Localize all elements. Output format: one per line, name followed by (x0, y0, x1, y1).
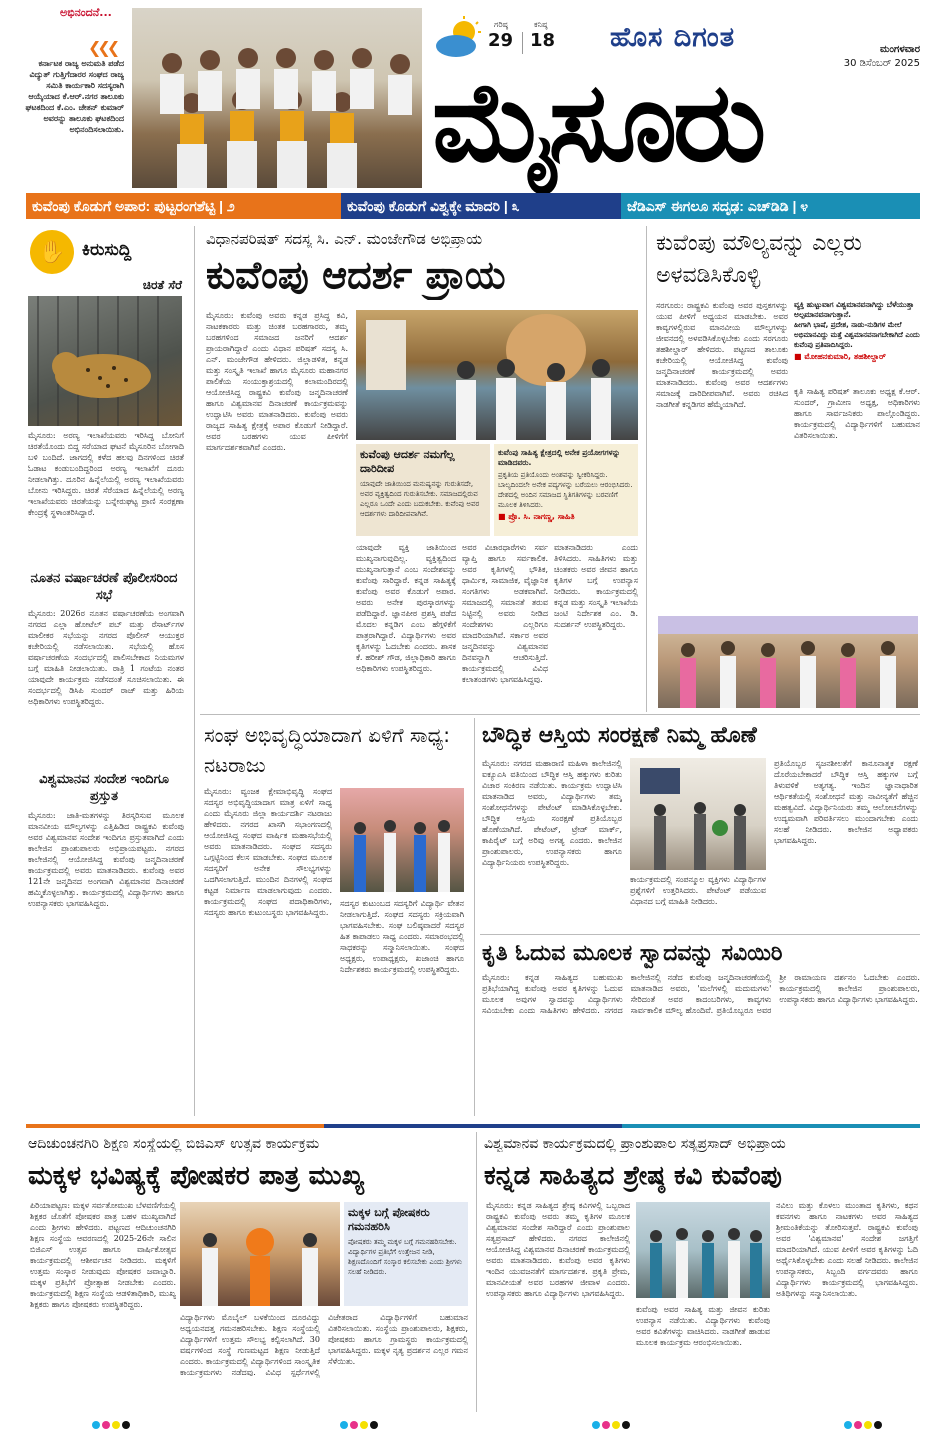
bgs-body-2: ವಿದ್ಯಾರ್ಥಿಗಳು ಮೊಬೈಲ್ ಬಳಕೆಯಿಂದ ದೂರವಿದ್ದು ಅಧ್ಯಯನದತ್ತ ಗಮನಹರಿಸಬೇಕು. ಶಿಕ್ಷಣ ಸಂಸ್ಥೆಯಲ್ಲಿ ವಿದ್ಯಾರ್ಥಿಗಳಿಗೆ ಉತ್ತಮ ಸೌಲಭ್ಯ ಕಲ್ಪಿಸಲಾಗಿದೆ. 30 ವರ್ಷಗಳಿಂದ ಸಂಸ್ಥೆ ಗುಣಮಟ್ಟದ ಶಿಕ್ಷಣ ನೀಡುತ್ತಿದೆ ಎಂದರು. ಕಾರ್ಯಕ್ರಮದಲ್ಲಿ ವಿದ್ಯಾರ್ಥಿಗಳಿಂದ ಸಾಂಸ್ಕೃತಿಕ ಕಾರ್ಯಕ್ರಮಗಳು ನಡೆದವು. ವಿವಿಧ ಸ್ಪರ್ಧೆಗಳಲ್ಲಿ ವಿಜೇತರಾದ ವಿದ್ಯಾರ್ಥಿಗಳಿಗೆ ಬಹುಮಾನ ವಿತರಿಸಲಾಯಿತು. ಸಂಸ್ಥೆಯ ಪ್ರಾಂಶುಪಾಲರು, ಶಿಕ್ಷಕರು, ಪೋಷಕರು ಹಾಗೂ ಗ್ರಾಮಸ್ಥರು ಕಾರ್ಯಕ್ರಮದಲ್ಲಿ ಭಾಗವಹಿಸಿದ್ದರು. ಮಕ್ಕಳ ನೃತ್ಯ ಪ್ರದರ್ಶನ ಎಲ್ಲರ ಗಮನ ಸೆಳೆಯಿತು. (180, 1313, 468, 1377)
lead-quote (494, 444, 638, 536)
sangha-photo (340, 788, 464, 892)
bgs-kicker: ಆದಿಚುಂಚನಗಿರಿ ಶಿಕ್ಷಣ ಸಂಸ್ಥೆಯಲ್ಲಿ ಬಿಜಿಎಸ್ ಉತ್ಸವ ಕಾರ್ಯಕ್ರಮ (28, 1136, 320, 1152)
weather-min-label: ಕನಿಷ್ಠ (534, 20, 548, 29)
weather-cloud-sun-icon (434, 16, 486, 64)
brand-logo: ಹೊಸ ದಿಗಂತ (610, 22, 736, 53)
ip-headline: ಬೌದ್ಧಿಕ ಆಸ್ತಿಯ ಸಂರಕ್ಷಣೆ ನಿಮ್ಮ ಹೊಣೆ (482, 723, 757, 748)
bgs-headline: ಮಕ್ಕಳ ಭವಿಷ್ಯಕ್ಕೆ ಪೋಷಕರ ಪಾತ್ರ ಮುಖ್ಯ (28, 1161, 365, 1191)
greeting-label: ಅಭಿನಂದನೆ... (60, 6, 112, 19)
story-vishwamanava-headline: ವಿಶ್ವಮಾನವ ಸಂದೇಶ ಇಂದಿಗೂ ಪ್ರಸ್ತುತ (39, 772, 169, 804)
sangha-headline: ಸಂಘ ಅಭಿವೃದ್ಧಿಯಾದಾಗ ಏಳಿಗೆ ಸಾಧ್ಯ: ನಟರಾಜು (204, 723, 450, 777)
ip-photo (630, 758, 766, 870)
right-story (652, 226, 920, 712)
lead-box (356, 444, 490, 536)
kavi-body: ಮೈಸೂರು: ಕನ್ನಡ ಸಾಹಿತ್ಯದ ಶ್ರೇಷ್ಠ ಕವಿಗಳಲ್ಲಿ ಒಬ್ಬರಾದ ರಾಷ್ಟ್ರಕವಿ ಕುವೆಂಪು ಅವರು ತಮ್ಮ ಕೃತಿಗಳ ಮೂಲಕ ವಿಶ್ವಮಾನವ ಸಂದೇಶ ಸಾರಿದ್ದಾರೆ ಎಂದು ಪ್ರಾಂಶುಪಾಲ ಸತ್ಯಪ್ರಸಾದ್ ಹೇಳಿದರು. ನಗರದ ಕಾಲೇಜಿನಲ್ಲಿ ಆಯೋಜಿಸಿದ್ದ ವಿಶ್ವಮಾನವ ದಿನಾಚರಣೆ ಕಾರ್ಯಕ್ರಮದಲ್ಲಿ ಅವರು ಮಾತನಾಡಿದರು. ಕುವೆಂಪು ಅವರ ಕೃತಿಗಳು ಇಂದಿನ ಯುವಜನತೆಗೆ ಮಾರ್ಗದರ್ಶಕ. ಪ್ರಕೃತಿ ಪ್ರೇಮ, ಮಾನವೀಯತೆ ಅವರ ಬರಹಗಳ ಜೀವಾಳ ಎಂದರು. ಉಪನ್ಯಾಸಕರು ಹಾಗೂ ವಿದ್ಯಾರ್ಥಿಗಳು ಭಾಗವಹಿಸಿದ್ದರು. (486, 1201, 630, 1298)
index-item-2[interactable]: ಕುವೆಂಪು ಕೊಡುಗೆ ವಿಶ್ವಕ್ಕೇ ಮಾದರಿ | ೩ (341, 193, 621, 219)
greeting-caption: ಕರ್ನಾಟಕ ರಾಜ್ಯ ಅನುಮತಿ ಪಡೆದ ವಿದ್ಯುತ್ ಗುತ್ತಿಗೆದಾರರ ಸಂಘದ ರಾಜ್ಯ ಸಮಿತಿ ಕಾರ್ಯಕಾರಿ ಸದಸ್ಯರಾಗಿ ಆಯ್ಕೆಯಾದ ಕೆ.ಆರ್.ನಗರ ತಾಲೂಕು ಘಟಕದಿಂದ ಕೆ.ಎಂ. ಚೇತನ್ ಕುಮಾರ್ ಅವರನ್ನು ತಾಲೂಕು ಘಟಕದಿಂದ ಅಭಿನಂದಿಸಲಾಯಿತು. (25, 59, 124, 134)
right-body-2: ಕೃತಿ ಸಾಹಿತ್ಯ ಪರಿಷತ್ ತಾಲೂಕು ಅಧ್ಯಕ್ಷ ಕೆ.ಆರ್. ಸುಂದರ್, ಗ್ರಾಮೀಣ ಅಧ್ಯಕ್ಷ, ಅಧಿಕಾರಿಗಳು ಹಾಗೂ ಸಾರ್ವಜನಿಕರು ಪಾಲ್ಗೊಂಡಿದ್ದರು. ಕಾರ್ಯಕ್ರಮದಲ್ಲಿ ವಿದ್ಯಾರ್ಥಿಗಳಿಗೆ ಬಹುಮಾನ ವಿತರಿಸಲಾಯಿತು. (794, 387, 920, 440)
sangha-body-2: ಸದಸ್ಯರ ಕುಟುಂಬದ ಸದಸ್ಯರಿಗೆ ವಿದ್ಯಾರ್ಥಿ ವೇತನ ನೀಡಲಾಗುತ್ತಿದೆ. ಸಂಘದ ಸದಸ್ಯರು ಸಕ್ರಿಯವಾಗಿ ಭಾಗವಹಿಸಬೇಕು. ಸಂಘ ಬಲಿಷ್ಠವಾದರೆ ಸದಸ್ಯರ ಹಿತ ಕಾಪಾಡಲು ಸಾಧ್ಯ ಎಂದರು. ಸಮಾರಂಭದಲ್ಲಿ ಸಾಧಕರನ್ನು ಸನ್ಮಾನಿಸಲಾಯಿತು. ಸಂಘದ ಅಧ್ಯಕ್ಷರು, ಉಪಾಧ್ಯಕ್ಷರು, ಖಜಾಂಚಿ ಹಾಗೂ ನಿರ್ದೇಶಕರು ಕಾರ್ಯಕ್ರಮದಲ್ಲಿ ಉಪಸ್ಥಿತರಿದ್ದರು. (340, 899, 464, 974)
index-bar (26, 193, 920, 219)
kavi-kicker: ವಿಶ್ವಮಾನವ ಕಾರ್ಯಕ್ರಮದಲ್ಲಿ ಪ್ರಾಂಶುಪಾಲ ಸತ್ಯಪ್ರಸಾದ್ ಅಭಿಪ್ರಾಯ (484, 1136, 786, 1152)
bgs-box-body: ಪೋಷಕರು ತಮ್ಮ ಮಕ್ಕಳ ಬಗ್ಗೆ ಗಮನಹರಿಸಬೇಕು. ವಿದ್ಯಾರ್ಥಿಗಳ ಪ್ರತಿಭೆಗೆ ಉತ್ತೇಜನ ನೀಡಿ, ಶಿಕ್ಷಣದೊಂದಿಗೆ ಸಂಸ್ಕಾರ ಕಲಿಸಬೇಕು ಎಂದು ಶ್ರೀಗಳು ಸಲಹೆ ನೀಡಿದರು. (348, 1238, 462, 1276)
right-body: ಸರಗೂರು: ರಾಷ್ಟ್ರಕವಿ ಕುವೆಂಪು ಅವರ ಪುಸ್ತಕಗಳನ್ನು ಯುವ ಪೀಳಿಗೆ ಅಧ್ಯಯನ ಮಾಡಬೇಕು. ಅವರ ಕಾವ್ಯಗಳಲ್ಲಿರುವ ಮಾನವೀಯ ಮೌಲ್ಯಗಳನ್ನು ಜೀವನದಲ್ಲಿ ಅಳವಡಿಸಿಕೊಳ್ಳಬೇಕು ಎಂದು ಸರಗೂರು ತಹಶೀಲ್ದಾರ್ ಹೇಳಿದರು. ಪಟ್ಟಣದ ತಾಲೂಕು ಕಚೇರಿಯಲ್ಲಿ ಆಯೋಜಿಸಿದ್ದ ಕುವೆಂಪು ಜನ್ಮದಿನಾಚರಣೆ ಕಾರ್ಯಕ್ರಮದಲ್ಲಿ ಅವರು ಮಾತನಾಡಿದರು. ಕುವೆಂಪು ಅವರ ಆದರ್ಶಗಳು ಸಮಾಜಕ್ಕೆ ದಾರಿದೀಪವಾಗಿವೆ. ಅವರು ರಚಿಸಿದ ನಾಡಗೀತೆ ಕನ್ನಡಿಗರ ಹೆಮ್ಮೆಯಾಗಿದೆ. (656, 301, 788, 409)
bgs-box (344, 1202, 468, 1306)
sangha-story (200, 718, 468, 1116)
lead-kicker: ವಿಧಾನಪರಿಷತ್ ಸದಸ್ಯ ಸಿ. ಎನ್. ಮಂಜೇಗೌಡ ಅಭಿಪ್ರಾಯ (206, 230, 483, 248)
kruti-body: ಮೈಸೂರು: ಕನ್ನಡ ಸಾಹಿತ್ಯದ ಬಹುಮುಖ ಪ್ರತಿಭೆಯಾಗಿದ್ದ ಕುವೆಂಪು ಅವರ ಕೃತಿಗಳನ್ನು ಓದುವ ಮೂಲಕ ಅವುಗಳ ಸ್ವಾದವನ್ನು ವಿದ್ಯಾರ್ಥಿಗಳು ಸವಿಯಬೇಕು ಎಂದು ಸಾಹಿತಿಗಳು ಹೇಳಿದರು. ನಗರದ ಕಾಲೇಜಿನಲ್ಲಿ ನಡೆದ ಕುವೆಂಪು ಜನ್ಮದಿನಾಚರಣೆಯಲ್ಲಿ ಮಾತನಾಡಿದ ಅವರು, 'ಮಲೆಗಳಲ್ಲಿ ಮದುಮಗಳು' ಸೇರಿದಂತೆ ಅವರ ಕಾದಂಬರಿಗಳು, ಕಾವ್ಯಗಳು ಸಾರ್ವಕಾಲಿಕ ಮೌಲ್ಯ ಹೊಂದಿವೆ. ಪ್ರತಿಯೊಬ್ಬರೂ ಅವರ ಶ್ರೀ ರಾಮಾಯಣ ದರ್ಶನಂ ಓದಬೇಕು ಎಂದರು. ಕಾರ್ಯಕ್ರಮದಲ್ಲಿ ಕಾಲೇಜಿನ ಪ್ರಾಂಶುಪಾಲರು, ಉಪನ್ಯಾಸಕರು ಹಾಗೂ ವಿದ್ಯಾರ್ಥಿಗಳು ಭಾಗವಹಿಸಿದ್ದರು. (482, 973, 920, 1015)
ip-story (480, 718, 920, 932)
registration-marks (92, 1414, 132, 1433)
bgs-box-title: ಮಕ್ಕಳ ಬಗ್ಗೆ ಪೋಷಕರು ಗಮನಹರಿಸಿ (348, 1206, 430, 1233)
ip-body-2: ಕಾರ್ಯಕ್ರಮದಲ್ಲಿ ಸಂಪನ್ಮೂಲ ವ್ಯಕ್ತಿಗಳು ವಿದ್ಯಾರ್ಥಿಗಳ ಪ್ರಶ್ನೆಗಳಿಗೆ ಉತ್ತರಿಸಿದರು. ಪೇಟೆಂಟ್ ಪಡೆಯುವ ವಿಧಾನದ ಬಗ್ಗೆ ಮಾಹಿತಿ ನೀಡಿದರು. (630, 875, 766, 906)
lead-quote-title: ಕುವೆಂಪು ಸಾಹಿತ್ಯ ಕ್ಷೇತ್ರದಲ್ಲಿ ಅನೇಕ ಪ್ರಯೋಗಗಳನ್ನು ಮಾಡಿದವರು. (498, 448, 621, 467)
kavi-body-3: ನವಿಲು ಮತ್ತು ಕೊಳಲು ಮುಂತಾದ ಕೃತಿಗಳು, ಕಥನ ಕವನಗಳು ಹಾಗೂ ನಾಟಕಗಳು ಅವರ ಸಾಹಿತ್ಯದ ಶ್ರೀಮಂತಿಕೆಯನ್ನು ತೋರಿಸುತ್ತವೆ. ರಾಷ್ಟ್ರಕವಿ ಕುವೆಂಪು ಅವರ 'ವಿಶ್ವಮಾನವ' ಸಂದೇಶ ಜಗತ್ತಿಗೆ ಮಾದರಿಯಾಗಿದೆ. ಯುವ ಪೀಳಿಗೆ ಅವರ ಕೃತಿಗಳನ್ನು ಓದಿ ಅರ್ಥೈಸಿಕೊಳ್ಳಬೇಕು ಎಂದು ಸಲಹೆ ನೀಡಿದರು. ಕಾಲೇಜಿನ ಉಪನ್ಯಾಸಕರು, ಸಿಬ್ಬಂದಿ ವರ್ಗದವರು ಹಾಗೂ ವಿದ್ಯಾರ್ಥಿಗಳು ಕಾರ್ಯಕ್ರಮದಲ್ಲಿ ಭಾಗವಹಿಸಿದ್ದರು. ಅತಿಥಿಗಳನ್ನು ಸನ್ಮಾನಿಸಲಾಯಿತು. (776, 1201, 918, 1298)
lead-box-title: ಕುವೆಂಪು ಆದರ್ಶ ನಮಗೆಲ್ಲ ದಾರಿದೀಪ (360, 448, 455, 475)
kiru-icon: ✋ (30, 230, 74, 274)
lead-col-4: ಮಾತನಾಡಿದರು ಎಂದು ತಿಳಿಸಿದರು. ಸಾಹಿತಿಗಳು ಮತ್ತು ಚಿಂತಕರು ಅವರ ಜೀವನ ಹಾಗೂ ಕೃತಿಗಳ ಬಗ್ಗೆ ಉಪನ್ಯಾಸ ನೀಡಿದರು. ಕಾರ್ಯಕ್ರಮದಲ್ಲಿ ಕನ್ನಡ ಮತ್ತು ಸಂಸ್ಕೃತಿ ಇಲಾಖೆಯ ಜಂಟಿ ನಿರ್ದೇಶಕ ಎಂ. ಡಿ. ಸುದರ್ಶನ್ ಉಪಸ್ಥಿತರಿದ್ದರು. (554, 543, 638, 629)
right-quote-body: ಹೀಗಾಗಿ ಭಾಷೆ, ಪ್ರದೇಶ, ನಾಡು-ನುಡಿಗಳ ಮೇಲೆ ಅಭಿಮಾನವಿದ್ದು ಮತ್ತೆ ವಿಶ್ವಮಾನವನಾಗಬೇಕಾಗಿದೆ ಎಂದು ಕುವೆಂಪು ಪ್ರತಿಪಾದಿಸಿದ್ದರು. (794, 321, 920, 349)
ip-body-3: ಪ್ರತಿಯೊಬ್ಬರ ಸೃಜನಶೀಲತೆಗೆ ಕಾನೂನಾತ್ಮಕ ರಕ್ಷಣೆ ದೊರೆಯಬೇಕಾದರೆ ಬೌದ್ಧಿಕ ಆಸ್ತಿ ಹಕ್ಕುಗಳ ಬಗ್ಗೆ ತಿಳುವಳಿಕೆ ಅತ್ಯಗತ್ಯ. ಇಂದಿನ ಜ್ಞಾನಾಧಾರಿತ ಆರ್ಥಿಕತೆಯಲ್ಲಿ ಸಂಶೋಧನೆ ಮತ್ತು ನಾವೀನ್ಯತೆಗೆ ಹೆಚ್ಚಿನ ಮಹತ್ವವಿದೆ. ವಿದ್ಯಾರ್ಥಿನಿಯರು ತಮ್ಮ ಆಲೋಚನೆಗಳನ್ನು ಉದ್ಯಮವಾಗಿ ಪರಿವರ್ತಿಸಲು ಮುಂದಾಗಬೇಕು ಎಂದು ಸಲಹೆ ನೀಡಿದರು. ಕಾಲೇಜಿನ ಅಧ್ಯಾಪಕರು ಭಾಗವಹಿಸಿದ್ದರು. (774, 759, 918, 845)
kiru-title: ಕಿರುಸುದ್ದಿ (82, 240, 132, 260)
edition-title: ಮೈಸೂರು (432, 58, 763, 186)
lead-story (200, 226, 640, 712)
weather-max-value: 29 (488, 30, 514, 51)
right-headline: ಕುವೆಂಪು ಮೌಲ್ಯವನ್ನು ಎಲ್ಲರು ಅಳವಡಿಸಿಕೊಳ್ಳಿ (656, 231, 862, 288)
lead-quote-body: ಪ್ರಕೃತಿಯ ಪ್ರತಿಯೊಂದು ಅಂಶವನ್ನು ಸ್ವೀಕರಿಸಿದ್ದರು. ಬಾಲ್ಯದಿಂದಲೇ ಅನೇಕ ಪದ್ಯಗಳನ್ನು ಬರೆಯಲು ಆರಂಭಿಸಿದರು. ದೇಶದಲ್ಲಿ ಅಂದಿನ ಸಮಾಜದ ಸ್ಥಿತಿಗತಿಗಳನ್ನು ಬರವಣಿಗೆ ಮೂಲಕ ತಿಳಿಸಿದರು. (498, 471, 633, 509)
kavi-photo (636, 1202, 770, 1298)
date-label: 30 ಡಿಸೆಂಬರ್ 2025 (843, 58, 920, 69)
weather-min-value: 18 (530, 30, 556, 51)
chevrons-icon: ❮❮❮ (88, 38, 117, 57)
story-newyear-headline: ನೂತನ ವರ್ಷಾಚರಣೆ ಪೊಲೀಸರಿಂದ ಸಭೆ (30, 571, 178, 603)
lead-headline: ಕುವೆಂಪು ಆದರ್ಶ ಪ್ರಾಯ (206, 253, 506, 297)
lead-col-3: ಅವರ ವಿಚಾರಧಾರೆಗಳು ಸರ್ವ ವ್ಯಾಪ್ತಿ ಹಾಗೂ ಸರ್ವಕಾಲಿಕ. ಅವರ ಕೃತಿಗಳಲ್ಲಿ ಭೌತಿಕ, ಧಾರ್ಮಿಕ, ಸಾಮಾಜಿಕ, ವೈಜ್ಞಾನಿಕ ಸಂಗತಿಗಳು ಅಡಕವಾಗಿವೆ. ಸಮಾಜದಲ್ಲಿ ಸಮಾನತೆ ತರುವ ನಿಟ್ಟಿನಲ್ಲಿ ಅವರು ನೀಡಿದ ಸಂದೇಶಗಳು ಎಲ್ಲರಿಗೂ ಮಾದರಿಯಾಗಿವೆ. ಸರ್ಕಾರ ಅವರ ಜನ್ಮದಿನವನ್ನು ವಿಶ್ವಮಾನವ ದಿನವನ್ನಾಗಿ ಆಚರಿಸುತ್ತಿದೆ. ಕಾರ್ಯಕ್ರಮದಲ್ಲಿ ವಿವಿಧ ಕಲಾತಂಡಗಳು ಭಾಗವಹಿಸಿದ್ದವು. (462, 543, 548, 684)
sidebar (26, 226, 186, 1116)
sangha-body-1: ಮೈಸೂರು: ವ್ಯಂಜಕ ಕ್ಷೇಮಾಭಿವೃದ್ಧಿ ಸಂಘದ ಸದಸ್ಯರ ಅಭಿವೃದ್ಧಿಯಾದಾಗ ಮಾತ್ರ ಏಳಿಗೆ ಸಾಧ್ಯ ಎಂದು ಮೈಸೂರು ಜಿಲ್ಲಾ ಕಾರ್ಯದರ್ಶಿ ನಟರಾಜು ಹೇಳಿದರು. ನಗರದ ಖಾಸಗಿ ಸಭಾಂಗಣದಲ್ಲಿ ಆಯೋಜಿಸಿದ್ದ ಸಂಘದ ವಾರ್ಷಿಕ ಮಹಾಸಭೆಯಲ್ಲಿ ಅವರು ಮಾತನಾಡಿದರು. ಸಂಘದ ಸದಸ್ಯರು ಒಗ್ಗಟ್ಟಿನಿಂದ ಕೆಲಸ ಮಾಡಬೇಕು. ಸಂಘದ ಮೂಲಕ ಸದಸ್ಯರಿಗೆ ಅನೇಕ ಸೌಲಭ್ಯಗಳನ್ನು ಒದಗಿಸಲಾಗುತ್ತಿದೆ. ಮುಂದಿನ ದಿನಗಳಲ್ಲಿ ಸಂಘದ ಕಟ್ಟಡ ನಿರ್ಮಾಣ ಮಾಡಲಾಗುವುದು ಎಂದರು. ಕಾರ್ಯಕ್ರಮದಲ್ಲಿ ಸಂಘದ ಪದಾಧಿಕಾರಿಗಳು, ಸದಸ್ಯರು ಹಾಗೂ ಕುಟುಂಬಸ್ಥರು ಭಾಗವಹಿಸಿದ್ದರು. (204, 787, 332, 917)
index-item-1[interactable]: ಕುವೆಂಪು ಕೊಡುಗೆ ಅಪಾರ: ಪುಟ್ಟರಂಗಶೆಟ್ಟಿ | ೨ (26, 193, 341, 219)
lead-box-body: ಯಾವುದೇ ಜಾತಿಯಿಂದ ಮನುಷ್ಯನನ್ನು ಗುರುತಿಸದೇ, ಅವರ ವ್ಯಕ್ತಿತ್ವದಿಂದ ಗುರುತಿಸಬೇಕು. ಸಮಾಜದಲ್ಲಿರುವ ಎಲ್ಲರೂ ಒಂದೇ ಎಂದು ಬದುಕಬೇಕು. ಕುವೆಂಪು ಅವರ ಆದರ್ಶಗಳು ದಾರಿದೀಪವಾಗಿವೆ. (360, 480, 480, 518)
lead-col-1: ಮೈಸೂರು: ಕುವೆಂಪು ಅವರು ಕನ್ನಡ ಪ್ರಸಿದ್ಧ ಕವಿ, ನಾಟಕಕಾರರು ಮತ್ತು ಚಿಂತಕ ಬರಹಗಾರರು, ತಮ್ಮ ಬರಹಗಳಿಂದ ಸಮಾಜದ ಜನರಿಗೆ ಆದರ್ಶ ಪ್ರಾಯರಾಗಿದ್ದಾರೆ ಎಂದು ವಿಧಾನ ಪರಿಷತ್ ಸದಸ್ಯ ಸಿ. ಎನ್. ಮಂಜೇಗೌಡ ಹೇಳಿದರು. ಜಿಲ್ಲಾಡಳಿತ, ಕನ್ನಡ ಮತ್ತು ಸಂಸ್ಕೃತಿ ಇಲಾಖೆ ಹಾಗೂ ಮೈಸೂರು ಮಹಾನಗರ ಪಾಲಿಕೆಯ ಸಂಯುಕ್ತಾಶ್ರಯದಲ್ಲಿ ಕಲಾಮಂದಿರದಲ್ಲಿ ಆಯೋಜಿಸಿದ್ದ ರಾಷ್ಟ್ರಕವಿ ಕುವೆಂಪು ಜನ್ಮದಿನಾಚರಣೆ ಹಾಗೂ ವಿಶ್ವಮಾನವ ದಿನಾಚರಣೆ ಕಾರ್ಯಕ್ರಮವನ್ನು ಉದ್ಘಾಟಿಸಿ ಅವರು ಮಾತನಾಡಿದರು. ಕುವೆಂಪು ಅವರು ರಾಜ್ಯದ ಸಾಹಿತ್ಯ ಕ್ಷೇತ್ರಕ್ಕೆ ಅಪಾರ ಕೊಡುಗೆ ನೀಡಿದ್ದಾರೆ. ಅವರ ಬರಹಗಳು ಯುವ ಪೀಳಿಗೆಗೆ ಮಾರ್ಗದರ್ಶಕವಾಗಿವೆ ಎಂದರು. (206, 311, 348, 452)
lead-col-2: ಯಾವುದೇ ವ್ಯಕ್ತಿ ಜಾತಿಯಿಂದ ಮುಖ್ಯನಾಗುವುದಿಲ್ಲ. ವ್ಯಕ್ತಿತ್ವದಿಂದ ಮುಖ್ಯನಾಗುತ್ತಾನೆ ಎಂಬ ಸಂದೇಶವನ್ನು ಕುವೆಂಪು ಸಾರಿದ್ದಾರೆ. ಕನ್ನಡ ಸಾಹಿತ್ಯಕ್ಕೆ ಕುವೆಂಪು ಅವರ ಕೊಡುಗೆ ಅಪಾರ. ಅವರು ಅನೇಕ ಪುರಸ್ಕಾರಗಳನ್ನು ಪಡೆದಿದ್ದಾರೆ. ಜ್ಞಾನಪೀಠ ಪ್ರಶಸ್ತಿ ಪಡೆದ ಮೊದಲ ಕನ್ನಡಿಗ ಎಂಬ ಹೆಗ್ಗಳಿಕೆಗೆ ಪಾತ್ರರಾಗಿದ್ದಾರೆ. ವಿದ್ಯಾರ್ಥಿಗಳು ಅವರ ಕೃತಿಗಳನ್ನು ಓದಬೇಕು ಎಂದರು. ಶಾಸಕ ಕೆ. ಹರೀಶ್ ಗೌಡ, ಜಿಲ್ಲಾಧಿಕಾರಿ ಹಾಗೂ ಅಧಿಕಾರಿಗಳು ಉಪಸ್ಥಿತರಿದ್ದರು. (356, 543, 456, 673)
ip-body: ಮೈಸೂರು: ನಗರದ ಮಹಾರಾಣಿ ಮಹಿಳಾ ಕಾಲೇಜಿನಲ್ಲಿ ಐಕ್ಯೂಎಸಿ ವತಿಯಿಂದ ಬೌದ್ಧಿಕ ಆಸ್ತಿ ಹಕ್ಕುಗಳು ಕುರಿತು ವಿಚಾರ ಸಂಕಿರಣ ನಡೆಯಿತು. ಕಾರ್ಯಕ್ರಮ ಉದ್ಘಾಟಿಸಿ ಮಾತನಾಡಿದ ಅವರು, ವಿದ್ಯಾರ್ಥಿಗಳು ತಮ್ಮ ಸಂಶೋಧನೆಗಳನ್ನು ಪೇಟೆಂಟ್ ಮಾಡಿಸಿಕೊಳ್ಳಬೇಕು. ಬೌದ್ಧಿಕ ಆಸ್ತಿಯ ಸಂರಕ್ಷಣೆ ಪ್ರತಿಯೊಬ್ಬರ ಹೊಣೆಯಾಗಿದೆ. ಪೇಟೆಂಟ್, ಟ್ರೇಡ್ ಮಾರ್ಕ್, ಕಾಪಿರೈಟ್ ಬಗ್ಗೆ ಅರಿವು ಅಗತ್ಯ ಎಂದರು. ಕಾಲೇಜಿನ ಪ್ರಾಂಶುಪಾಲರು, ಉಪನ್ಯಾಸಕರು ಹಾಗೂ ವಿದ್ಯಾರ್ಥಿನಿಯರು ಉಪಸ್ಥಿತರಿದ್ದರು. (482, 759, 622, 867)
kavi-body-2: ಕುವೆಂಪು ಅವರ ಸಾಹಿತ್ಯ ಮತ್ತು ಜೀವನ ಕುರಿತು ಉಪನ್ಯಾಸ ನಡೆಯಿತು. ವಿದ್ಯಾರ್ಥಿಗಳು ಕುವೆಂಪು ಅವರ ಕವಿತೆಗಳನ್ನು ವಾಚಿಸಿದರು. ನಾಡಗೀತೆ ಹಾಡುವ ಮೂಲಕ ಕಾರ್ಯಕ್ರಮ ಆರಂಭಿಸಲಾಯಿತು. (636, 1305, 770, 1347)
story-leopard-headline: ಚಿರತೆ ಸೆರೆ (142, 278, 182, 292)
story-newyear-body: ಮೈಸೂರು: 2026ರ ನೂತನ ವರ್ಷಾಚರಣೆಯ ಅಂಗವಾಗಿ ನಗರದ ಎಲ್ಲಾ ಹೋಟೆಲ್ ಪಬ್ ಮತ್ತು ರೆಸಾರ್ಟ್‌ಗಳ ಮಾಲೀಕರ ಸಭೆಯನ್ನು ನಗರದ ಪೊಲೀಸ್ ಆಯುಕ್ತರ ಕಚೇರಿಯಲ್ಲಿ ನಡೆಸಲಾಯಿತು. ಸಭೆಯಲ್ಲಿ ಹೊಸ ವರ್ಷಾಚರಣೆಯ ಸಂದರ್ಭದಲ್ಲಿ ಪಾಲಿಸಬೇಕಾದ ನಿಯಮಗಳ ಬಗ್ಗೆ ಮಾಹಿತಿ ನೀಡಲಾಯಿತು. ರಾತ್ರಿ 1 ಗಂಟೆಯ ನಂತರ ಯಾವುದೇ ಕಾರ್ಯಕ್ರಮ ನಡೆಸದಂತೆ ಸೂಚಿಸಲಾಯಿತು. ಈ ಸಂದರ್ಭದಲ್ಲಿ ಡಿಸಿಪಿ ಸುಂದರ್ ರಾಜ್ ಮತ್ತು ಹಿರಿಯ ಅಧಿಕಾರಿಗಳು ಉಪಸ್ಥಿತರಿದ್ದರು. (28, 609, 184, 706)
right-quote (794, 300, 920, 384)
kavi-headline: ಕನ್ನಡ ಸಾಹಿತ್ಯದ ಶ್ರೇಷ್ಠ ಕವಿ ಕುವೆಂಪು (484, 1161, 782, 1191)
kruti-headline: ಕೃತಿ ಓದುವ ಮೂಲಕ ಸ್ವಾದವನ್ನು ಸವಿಯಿರಿ (482, 941, 783, 966)
lead-photo (356, 310, 638, 440)
bgs-photo (180, 1202, 340, 1306)
kavi-story (482, 1132, 920, 1412)
story-vishwamanava-body: ಮೈಸೂರು: ಜಾತಿ-ಮತಗಳನ್ನು ತಿರಸ್ಕರಿಸುವ ಮೂಲಕ ಮಾನವೀಯ ಮೌಲ್ಯಗಳನ್ನು ಎತ್ತಿಹಿಡಿದ ರಾಷ್ಟ್ರಕವಿ ಕುವೆಂಪು ಅವರ ವಿಶ್ವಮಾನವ ಸಂದೇಶ ಇಂದಿಗೂ ಪ್ರಸ್ತುತವಾಗಿದೆ ಎಂದು ಕಾಲೇಜಿನ ಪ್ರಾಂಶುಪಾಲರು ಅಭಿಪ್ರಾಯಪಟ್ಟರು. ನಗರದ ಕಾಲೇಜಿನಲ್ಲಿ ಆಯೋಜಿಸಿದ್ದ ಕುವೆಂಪು ಜನ್ಮದಿನಾಚರಣೆ ಕಾರ್ಯಕ್ರಮದಲ್ಲಿ ಅವರು ಮಾತನಾಡಿದರು. ಕುವೆಂಪು ಅವರ 121ನೇ ಜನ್ಮದಿನದ ಅಂಗವಾಗಿ ವಿಶ್ವಮಾನವ ದಿನಾಚರಣೆ ಹಮ್ಮಿಕೊಳ್ಳಲಾಗಿತ್ತು. ಕಾರ್ಯಕ್ರಮದಲ್ಲಿ ವಿದ್ಯಾರ್ಥಿಗಳು ಹಾಗೂ ಉಪನ್ಯಾಸಕರು ಭಾಗವಹಿಸಿದ್ದರು. (28, 811, 184, 908)
masthead (22, 4, 922, 190)
lead-quote-byline: ■ ಪ್ರೊ. ಸಿ. ನಾಗಣ್ಣ, ಸಾಹಿತಿ (498, 512, 575, 521)
bgs-story (26, 1132, 470, 1412)
right-photo (658, 616, 918, 708)
right-quote-byline: ■ ಮೋಹನಕುಮಾರಿ, ತಹಶೀಲ್ದಾರ್ (794, 352, 886, 361)
leopard-photo (28, 296, 182, 426)
right-quote-title: ವ್ಯಕ್ತಿ ಹುಟ್ಟುವಾಗ ವಿಶ್ವಮಾನವನಾಗಿದ್ದು ಬೆಳೆಯುತ್ತಾ ಅಲ್ಪಮಾನವನಾಗುತ್ತಾನೆ. (794, 300, 914, 319)
story-leopard-body: ಮೈಸೂರು: ಅರಣ್ಯ ಇಲಾಖೆಯವರು ಇರಿಸಿದ್ದ ಬೋನಿಗೆ ಚಿರತೆಯೊಂದು ಬಿದ್ದ ಸರೆಯಾದ ಘಟನೆ ಮೈಸೂರಿನ ಬೋಗಾದಿ ಬಳಿ ಬಂದಿದೆ. ಜಾಗದಲ್ಲಿ ಕಳೆದ ಹಲವು ದಿನಗಳಿಂದ ಚಿರತೆ ಓಡಾಟ ಕಂಡುಬಂದಿದ್ದರಿಂದ ಅರಣ್ಯ ಇಲಾಖೆಗೆ ದೂರು ನೀಡಲಾಗಿತ್ತು. ದೂರಿನ ಹಿನ್ನೆಲೆಯಲ್ಲಿ ಅರಣ್ಯ ಇಲಾಖೆಯವರು ಬೋನು ಇರಿಸಿದ್ದರು. ಚಿರತೆ ಸೆರೆಯಾದ ಹಿನ್ನೆಲೆಯಲ್ಲಿ ಅರಣ್ಯ ಇಲಾಖೆಯವರು ಚಿರತೆಯನ್ನು ಬನ್ನೇರುಘಟ್ಟ ಪ್ರಾಣಿ ಸಂರಕ್ಷಣಾ ಕೇಂದ್ರಕ್ಕೆ ಸ್ಥಳಾಂತರಿಸಿದ್ದಾರೆ. (28, 431, 184, 517)
bgs-body: ಪಿರಿಯಾಪಟ್ಟಣ: ಮಕ್ಕಳ ಸರ್ವತೋಮುಖ ಬೆಳವಣಿಗೆಯಲ್ಲಿ ಶಿಕ್ಷಕರ ಜೊತೆಗೆ ಪೋಷಕರ ಪಾತ್ರ ಬಹಳ ಮುಖ್ಯವಾಗಿದೆ ಎಂದು ಶ್ರೀಗಳು ಹೇಳಿದರು. ಪಟ್ಟಣದ ಆದಿಚುಂಚನಗಿರಿ ಶಿಕ್ಷಣ ಸಂಸ್ಥೆಯ ಆವರಣದಲ್ಲಿ 2025-26ನೇ ಸಾಲಿನ ಬಿಜಿಎಸ್ ಉತ್ಸವ ಹಾಗೂ ವಾರ್ಷಿಕೋತ್ಸವ ಕಾರ್ಯಕ್ರಮದಲ್ಲಿ ಆಶೀರ್ವಚನ ನೀಡಿದರು. ಮಕ್ಕಳಿಗೆ ಉತ್ತಮ ಸಂಸ್ಕಾರ ನೀಡುವುದು ಪೋಷಕರ ಜವಾಬ್ದಾರಿ. ಮಕ್ಕಳ ಪ್ರತಿಭೆಗೆ ಪ್ರೋತ್ಸಾಹ ನೀಡಬೇಕು ಎಂದರು. ಕಾರ್ಯಕ್ರಮದಲ್ಲಿ ಶಿಕ್ಷಣ ಸಂಸ್ಥೆಯ ಆಡಳಿತಾಧಿಕಾರಿ, ಮುಖ್ಯ ಶಿಕ್ಷಕರು ಹಾಗೂ ಪೋಷಕರು ಉಪಸ್ಥಿತರಿದ್ದರು. (30, 1201, 176, 1309)
kruti-story (480, 938, 920, 1116)
weather-max-label: ಗರಿಷ್ಠ (494, 20, 508, 29)
index-item-3[interactable]: ಜೆಡಿಎಸ್ ಈಗಲೂ ಸದೃಢ: ಎಚ್‌ಡಿಡಿ | ೪ (621, 193, 920, 219)
greeting-photo (132, 8, 422, 188)
day-label: ಮಂಗಳವಾರ (879, 44, 920, 55)
